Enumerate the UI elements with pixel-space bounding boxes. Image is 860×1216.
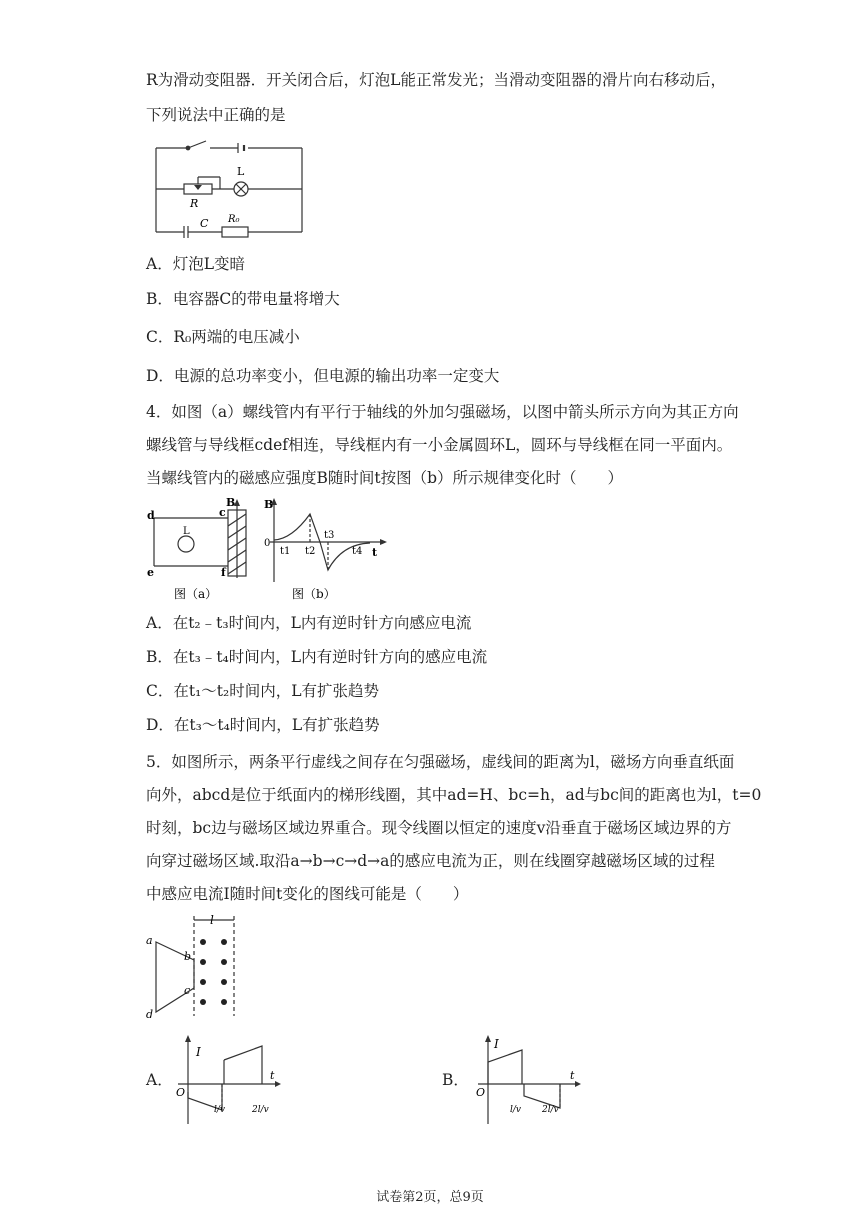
graph-b-x-label: t [372,546,378,559]
lamp-label: L [237,165,245,178]
figure-b-caption: 图（b） [292,587,336,601]
q3-circuit-diagram [150,140,310,240]
origin-o: O [476,1086,486,1099]
graph-b-y-label: B [264,498,274,511]
vertex-b: b [184,950,192,963]
q5-option-a-graph [172,1034,282,1142]
q4-stem-line-3: 当螺线管内的磁感应强度B随时间t按图（b）所示规律变化时（ ） [146,469,624,487]
q4-option-d: D．在t₃～t₄时间内，L有扩张趋势 [146,716,380,734]
q4-figure-b-graph [262,496,390,606]
q4-option-c: C．在t₁～t₂时间内，L有扩张趋势 [146,682,380,700]
q3-option-b: B．电容器C的带电量将增大 [146,290,340,308]
axis-t: t [570,1069,575,1082]
axis-i: I [196,1045,201,1059]
tick-t3: t3 [324,530,335,541]
field-width-label: l [210,913,214,927]
tick-t2: t2 [305,546,316,557]
graph-b-origin: 0 [264,538,271,549]
q3-option-c: C．R₀两端的电压减小 [146,328,300,346]
q4-option-a: A．在t₂﹣t₃时间内，L内有逆时针方向感应电流 [146,614,472,632]
tick-2l-over-v: 2l/v [542,1105,559,1115]
q5-option-b-label: B． [442,1071,469,1089]
page-footer: 试卷第2页，总9页 [376,1190,484,1205]
label-f: f [221,566,226,579]
origin-o: O [176,1086,186,1099]
q5-option-b-graph [472,1034,582,1142]
q3-intro-line-1: R为滑动变阻器．开关闭合后，灯泡L能正常发光；当滑动变阻器的滑片向右移动后， [146,71,726,89]
q5-stem-line-1: 5．如图所示，两条平行虚线之间存在匀强磁场，虚线间的距离为l，磁场方向垂直纸面 [146,753,735,771]
label-b-field: B [226,496,236,509]
axis-t: t [270,1069,275,1082]
q4-option-b: B．在t₃﹣t₄时间内，L内有逆时针方向的感应电流 [146,648,488,666]
tick-t4: t4 [352,546,363,557]
q3-option-d: D．电源的总功率变小，但电源的输出功率一定变大 [146,367,500,385]
q5-option-a-label: A． [146,1071,173,1089]
q5-stem-line-2: 向外，abcd是位于纸面内的梯形线圈，其中ad=H、bc=h，ad与bc间的距离也为l，t=0 [146,786,762,804]
q4-stem-line-1: 4．如图（a）螺线管内有平行于轴线的外加匀强磁场，以图中箭头所示方向为其正方向 [146,403,739,421]
vertex-c: c [184,984,191,997]
label-e: e [147,566,154,579]
resistor-r0-label: R₀ [228,214,240,225]
label-ring-l: L [183,526,190,537]
q5-stem-line-5: 中感应电流I随时间t变化的图线可能是（ ） [146,885,469,903]
tick-l-over-v: l/v [214,1105,225,1115]
q5-coil-field-figure [140,912,250,1022]
q3-option-a: A．灯泡L变暗 [146,255,245,273]
q5-stem-line-4: 向穿过磁场区域.取沿a→b→c→d→a的感应电流为正，则在线圈穿越磁场区域的过程 [146,852,715,870]
tick-t1: t1 [280,546,291,557]
label-c: c [219,506,226,519]
q5-stem-line-3: 时刻，bc边与磁场区域边界重合。现令线圈以恒定的速度v沿垂直于磁场区域边界的方 [146,819,732,837]
vertex-d: d [146,1008,154,1021]
q4-stem-line-2: 螺线管与导线框cdef相连，导线框内有一小金属圆环L，圆环与导线框在同一平面内。 [146,436,733,454]
axis-i: I [494,1037,499,1051]
q3-intro-line-2: 下列说法中正确的是 [146,106,286,124]
tick-l-over-v: l/v [510,1105,521,1115]
capacitor-label: C [200,217,209,230]
figure-a-caption: 图（a） [174,587,218,601]
label-d: d [147,509,155,522]
rheostat-label: R [190,197,199,210]
q4-figure-a [146,496,261,606]
vertex-a: a [146,934,153,947]
tick-2l-over-v: 2l/v [252,1105,269,1115]
